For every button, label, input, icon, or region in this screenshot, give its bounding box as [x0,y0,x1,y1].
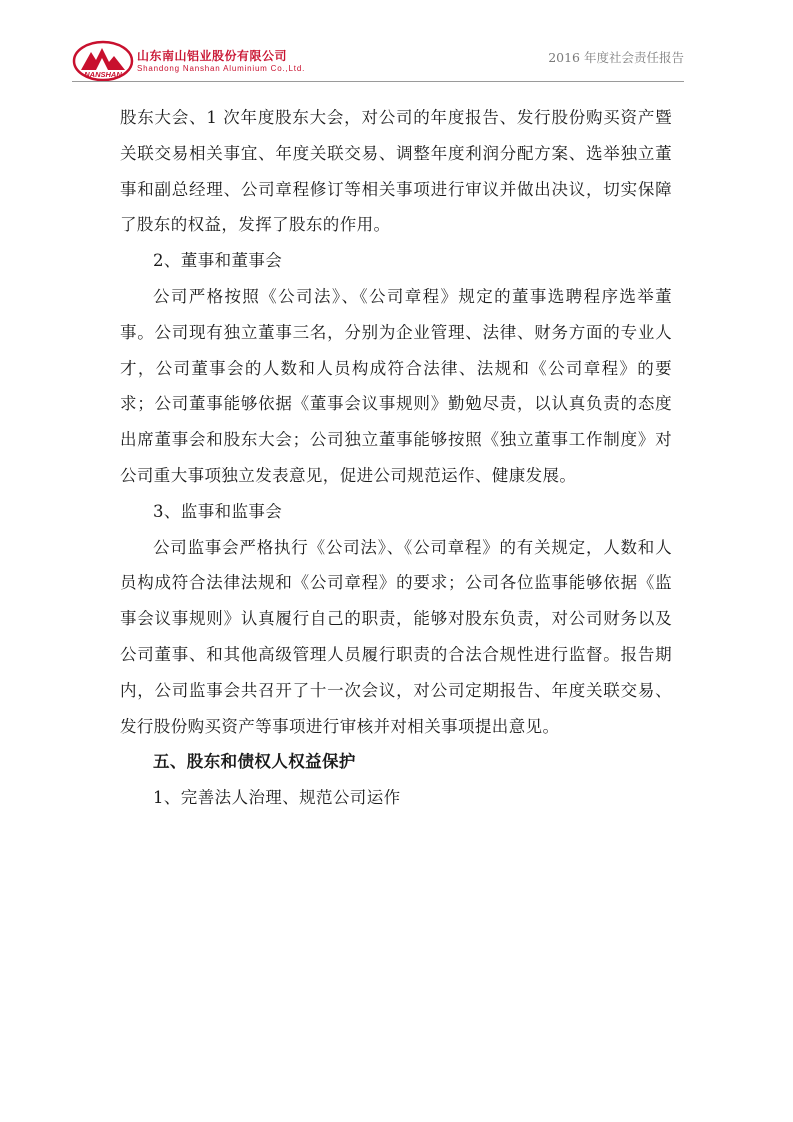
section-heading-5: 五、股东和债权人权益保护 [153,752,356,772]
header-divider [72,81,684,82]
svg-text:NANSHAN: NANSHAN [84,70,122,79]
paragraph-board: 公司严格按照《公司法》、《公司章程》规定的董事选聘程序选举董事。公司现有独立董事三名，分别为企业管理、法律、财务方面的专业人才，公司董事会的人数和人员构成符合法律、法规和《公司章程》的要求；公司董事能够依据《董事会议事规则》勤勉尽责，以认真负责的态度出席董事会和股东大会；公司独立董事能够按照《独立董事工作制度》对公司重大事项独立发表意见，促进公司规范运作、健康发展。 [120,286,672,485]
company-name-en: Shandong Nanshan Aluminium Co.,Ltd. [137,64,306,73]
subheading-supervisory: 3、监事和监事会 [153,501,283,521]
paragraph-shareholder-meetings: 股东大会、1 次年度股东大会，对公司的年度报告、发行股份购买资产暨关联交易相关事宜、年度关联交易、调整年度利润分配方案、选举独立董事和副总经理、公司章程修订等相关事项进行审议并做出决议，切实保障了股东的权益，发挥了股东的作用。 [120,108,672,235]
page-header [0,0,793,86]
report-title: 2016 年度社会责任报告 [548,50,684,65]
nanshan-logo-icon [72,40,134,82]
paragraph-supervisory: 公司监事会严格执行《公司法》、《公司章程》的有关规定，人数和人员构成符合法律法规和《公司章程》的要求；公司各位监事能够依据《监事会议事规则》认真履行自己的职责，能够对股东负责，对公司财务以及公司董事、和其他高级管理人员履行职责的合法合规性进行监督。报告期内，公司监事会共召开了十一次会议，对公司定期报告、年度关联交易、发行股份购买资产等事项进行审核并对相关事项提出意见。 [120,537,672,736]
page-body [120,100,672,816]
company-name-cn: 山东南山铝业股份有限公司 [137,49,288,63]
subheading-board: 2、董事和董事会 [153,251,283,271]
subheading-governance: 1、完善法人治理、规范公司运作 [153,788,401,808]
